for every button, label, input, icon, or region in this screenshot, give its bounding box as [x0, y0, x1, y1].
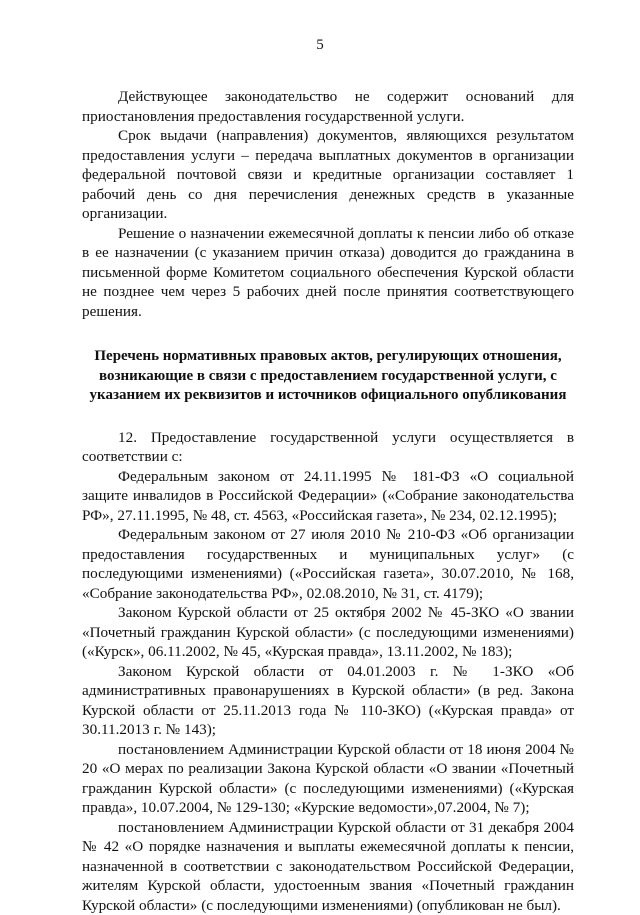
act-kursk-law-45: Законом Курской области от 25 октября 2002 № 45-ЗКО «О звании «Почетный гражданин Курской области» (с последующими изменениями) («Курск», 06.11.2002, № 45, «Курская правда», 13.11.2002, № 183); [82, 603, 574, 662]
page-number: 5 [0, 36, 640, 56]
section-heading: Перечень нормативных правовых актов, регулирующих отношения, возникающие в связи с предоставлением государственной услуги, с указанием их реквизитов и источников официального опубликования [82, 347, 574, 406]
act-kursk-law-1: Законом Курской области от 04.01.2003 г. № 1-ЗКО «Об административных правонарушениях в Курской области» (в ред. Закона Курской области от 25.11.2013 года № 110-ЗКО) («Курская правда» от 30.11.2013 г. № 143); [82, 662, 574, 740]
item-12-intro: 12. Предоставление государственной услуги осуществляется в соответствии с: [82, 428, 574, 467]
paragraph-decision-notice: Решение о назначении ежемесячной доплаты к пенсии либо об отказе в ее назначении (с указанием причин отказа) доводится до гражданина в письменной форме Комитетом социального обеспечения Курской области не позднее чем через 5 рабочих дней после принятия соответствующего решения. [82, 224, 574, 322]
document-body [82, 87, 574, 915]
act-decree-20: постановлением Администрации Курской области от 18 июня 2004 № 20 «О мерах по реализации Закона Курской области «О звании «Почетный гражданин Курской области» (с последующими изменениями) («Курская правда», 10.07.2004, № 129-130; «Курские ведомости»,07.2004, № 7); [82, 740, 574, 818]
paragraph-suspension-grounds: Действующее законодательство не содержит оснований для приостановления предоставления государственной услуги. [82, 87, 574, 126]
act-decree-42: постановлением Администрации Курской области от 31 декабря 2004 № 42 «О порядке назначения и выплаты ежемесячной доплаты к пенсии, назначенной в соответствии с законодательством Российской Федерации, жителям Курской области, удостоенным звания «Почетный гражданин Курской области» (с последующими изменениями) (опубликован не был). [82, 818, 574, 915]
paragraph-issuance-term: Срок выдачи (направления) документов, являющихся результатом предоставления услуги – передача выплатных документов в организации федеральной почтовой связи и кредитные организации составляет 1 рабочий день со дня перечисления денежных средств в указанные организации. [82, 126, 574, 224]
act-federal-law-210: Федеральным законом от 27 июля 2010 № 210-ФЗ «Об организации предоставления государственных и муниципальных услуг» (с последующими изменениями) («Российская газета», 30.07.2010, № 168, «Собрание законодательства РФ», 02.08.2010, № 31, ст. 4179); [82, 525, 574, 603]
act-federal-law-181: Федеральным законом от 24.11.1995 № 181-ФЗ «О социальной защите инвалидов в Российской Федерации» («Собрание законодательства РФ», 27.11.1995, № 48, ст. 4563, «Российская газета», № 234, 02.12.1995); [82, 467, 574, 526]
